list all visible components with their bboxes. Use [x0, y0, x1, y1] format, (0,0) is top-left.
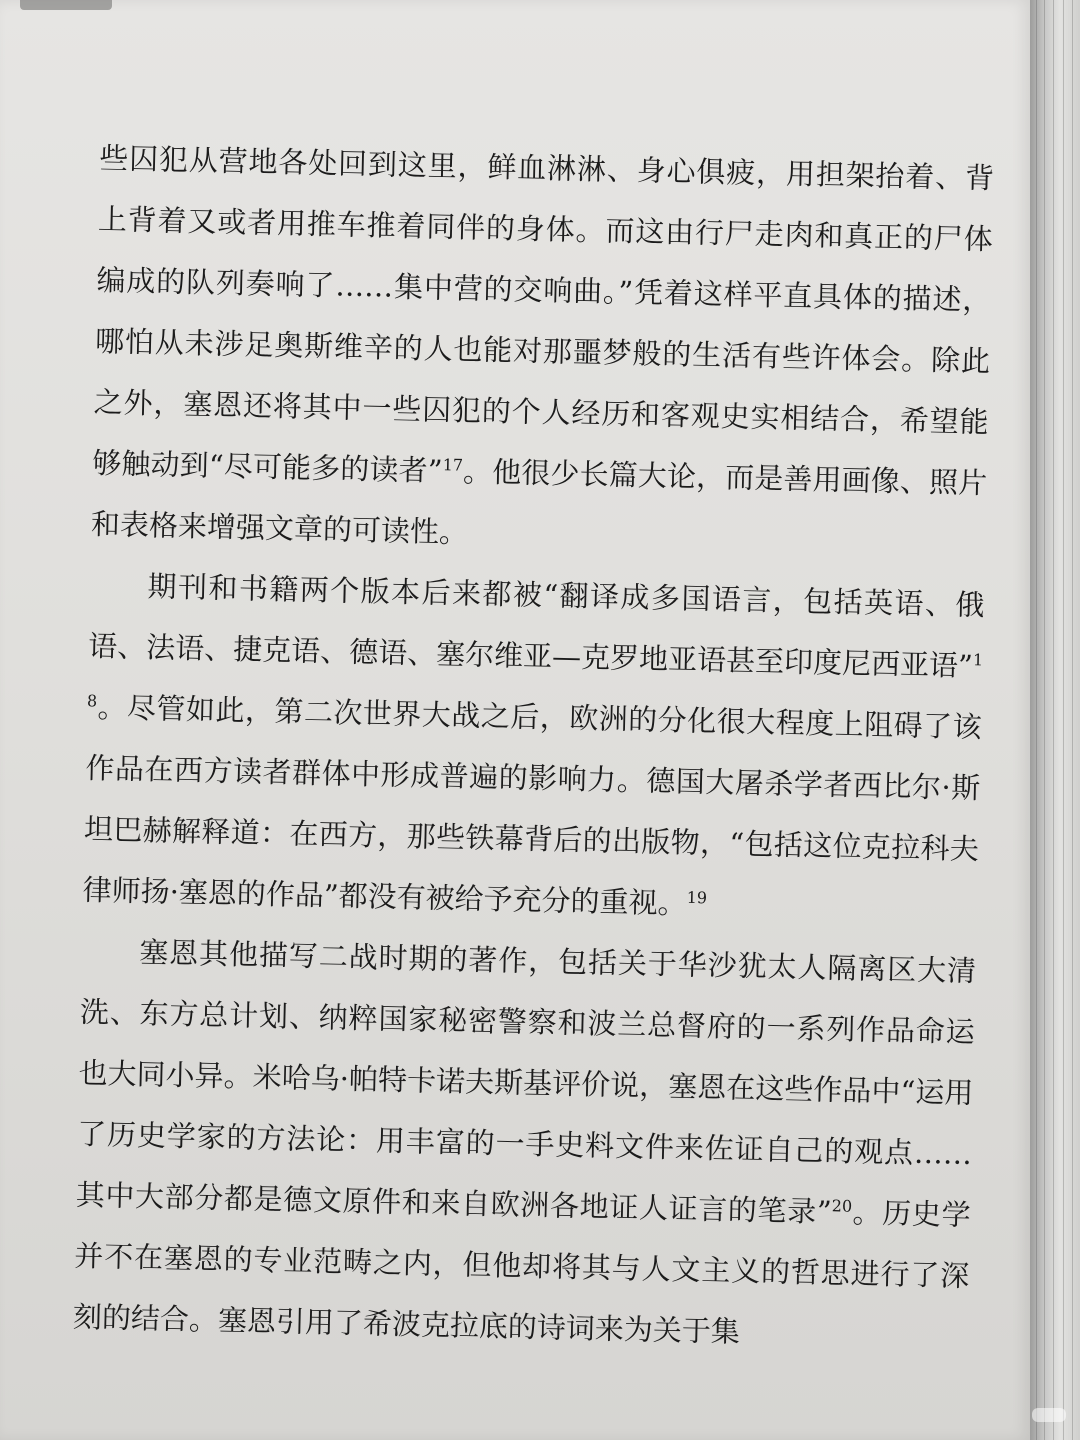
paragraph — [72, 921, 976, 1368]
paragraph-text: 些囚犯从营地各处回到这里，鲜血淋淋、身心俱疲，用担架抬着、背上背着又或者用推车推着同伴的身体。而这由行尸走肉和真正的尸体编成的队列奏响了……集中营的交响曲。”凭着这样平直具体的描述，哪怕从未涉足奥斯维辛的人也能对那噩梦般的生活有些许体会。除此之外，塞恩还将其中一些囚犯的个人经历和客观史实相结合，希望能够触动到“尽可能多的读者” — [92, 140, 995, 488]
footnote-marker: 18 — [86, 650, 984, 711]
paragraph-text: 期刊和书籍两个版本后来都被“翻译成多国语言，包括英语、俄语、法语、捷克语、德语、塞尔维亚—克罗地亚语甚至印度尼西亚语” — [87, 569, 985, 683]
page-stack-edge — [1030, 0, 1080, 1440]
paragraph — [90, 128, 994, 575]
footnote-marker: 19 — [686, 887, 708, 908]
paragraph-text: 。历史学并不在塞恩的专业范畴之内，但他却将其与人文主义的哲思进行了深刻的结合。塞恩引用了希波克拉底的诗词来为关于集 — [72, 1195, 971, 1349]
corner-watermark — [1032, 1408, 1066, 1422]
running-header-fragment — [20, 0, 112, 10]
footnote-marker: 17 — [442, 455, 464, 475]
paragraph-text: 。尽管如此，第二次世界大战之后，欧洲的分化很大程度上阻碍了该作品在西方读者群体中形成普遍的影响力。德国大屠杀学者西比尔·斯坦巴赫解释道：在西方，那些铁幕背后的出版物，“包括这位克拉科夫律师扬·塞恩的作品”都没有被给予充分的重视。 — [82, 690, 983, 921]
footnote-marker: 20 — [831, 1196, 853, 1216]
body-text — [72, 128, 994, 1368]
paragraph-text: 。他很少长篇大论，而是善用画像、照片和表格来增强文章的可读性。 — [90, 454, 988, 550]
paragraph — [82, 555, 985, 941]
paragraph-text: 塞恩其他描写二战时期的著作，包括关于华沙犹太人隔离区大清洗、东方总计划、纳粹国家秘密警察和波兰总督府的一系列作品命运也大同小异。米哈乌·帕特卡诺夫斯基评价说，塞恩在这些作品中“运用了历史学家的方法论：用丰富的一手史料文件来佐证自己的观点……其中大部分都是德文原件和来自欧洲各地证人证言的笔录” — [75, 935, 977, 1229]
